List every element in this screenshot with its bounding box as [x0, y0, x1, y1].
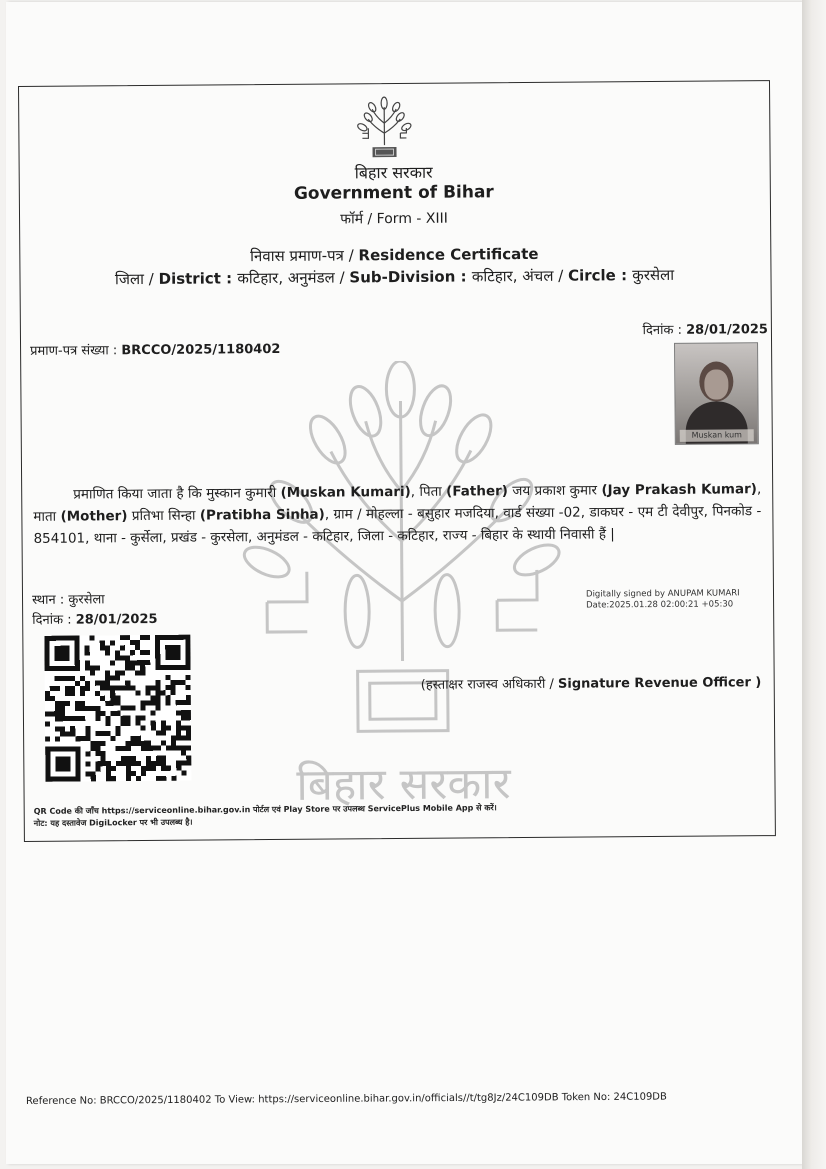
certificate-number: [30, 339, 280, 359]
subdivision-value: कटिहार, अंचल /: [471, 266, 569, 286]
applicant-name-english: (Muskan Kumari): [280, 483, 411, 501]
mother-label: (Mother): [60, 508, 128, 525]
body-text-2: , पिता: [410, 483, 447, 500]
certificate-body: [33, 478, 761, 550]
address-text: , ग्राम / मोहल्ला - बसुहार मजदिया, वार्ड संख्या -02, डाकघर - एम टी देवीपुर, पिनकोड - 854101, थाना - कुर्सेला, प्रखंड - कुरसेला, अनुमंडल - कटिहार, जिला - कटिहार, राज्य - बिहार के स्थायी निवासी हैं |: [33, 503, 762, 547]
body-text-1: प्रमाणित किया जाता है कि मुस्कान कुमारी: [73, 484, 281, 503]
mother-name-hindi: प्रतिभा सिन्हा: [127, 507, 200, 525]
digital-signature-date: Date:2025.01.28 02:00:21 +05:30: [586, 599, 734, 611]
state-name-english: Government of Bihar: [293, 182, 494, 204]
footer-date: [32, 609, 157, 628]
certificate: [18, 80, 786, 846]
place: स्थान : कुरसेला: [31, 592, 105, 608]
qr-note: [34, 802, 497, 830]
paper-edge: [802, 0, 826, 1169]
mother-name-english: (Pratibha Sinha): [199, 506, 325, 524]
qr-code-icon[interactable]: [44, 635, 191, 782]
bihar-emblem-icon: [356, 93, 413, 159]
signature-caption: [421, 672, 762, 693]
father-name-hindi: जय प्रकाश कुमार: [507, 482, 602, 500]
certificate-title-english: Residence Certificate: [358, 244, 539, 265]
footer-date-value: 28/01/2025: [75, 611, 158, 628]
digilocker-note: नोट: यह दस्तावेज DigiLocker पर भी उपलब्ध है।: [33, 817, 193, 828]
issue-date: [643, 319, 768, 338]
subdivision-label: Sub-Division :: [349, 267, 472, 287]
circle-label: Circle :: [567, 266, 633, 285]
digital-signature-signer: Digitally signed by ANUPAM KUMARI: [585, 588, 740, 600]
signature-caption-hindi: (हस्ताक्षर राजस्व अधिकारी /: [420, 676, 559, 693]
certificate-title-hindi: निवास प्रमाण-पत्र /: [250, 246, 359, 266]
district-value: कटिहार, अनुमंडल /: [237, 268, 350, 288]
district-label: District :: [158, 269, 238, 288]
father-label: (Father): [446, 483, 508, 500]
footer-date-label: दिनांक :: [32, 612, 76, 628]
issue-date-label: दिनांक :: [642, 322, 687, 339]
body-text-4: , माता: [33, 481, 762, 525]
watermark-text: बिहार सरकार: [296, 758, 511, 811]
emblem-watermark-icon: [235, 360, 569, 823]
form-number: फॉर्म / Form - XIII: [340, 210, 448, 228]
digital-signature: [586, 588, 740, 611]
qr-verification-note: QR Code की जाँच https://serviceonline.bihar.gov.in पोर्टल एवं Play Store पर उपलब्ध ServicePlus Mobile App से करें।: [33, 803, 497, 816]
circle-value: कुरसेला: [632, 265, 675, 285]
reference-line: Reference No: BRCCO/2025/1180402 To View: https://serviceonline.bihar.gov.in/officials//t/tg8Jz/24C109DB Token No: 24C109DB: [26, 1091, 667, 1107]
district-prefix: जिला /: [114, 269, 159, 289]
certificate-number-label: प्रमाण-पत्र संख्या :: [30, 343, 122, 359]
father-name-english: (Jay Prakash Kumar): [601, 481, 757, 499]
state-name-hindi: बिहार सरकार: [354, 162, 433, 183]
signature-caption-english: Signature Revenue Officer ): [557, 675, 762, 692]
photo-caption: Muskan kum: [680, 429, 754, 442]
certificate-number-value: BRCCO/2025/1180402: [121, 341, 281, 359]
issue-date-value: 28/01/2025: [686, 322, 768, 338]
applicant-photo: [674, 342, 759, 445]
